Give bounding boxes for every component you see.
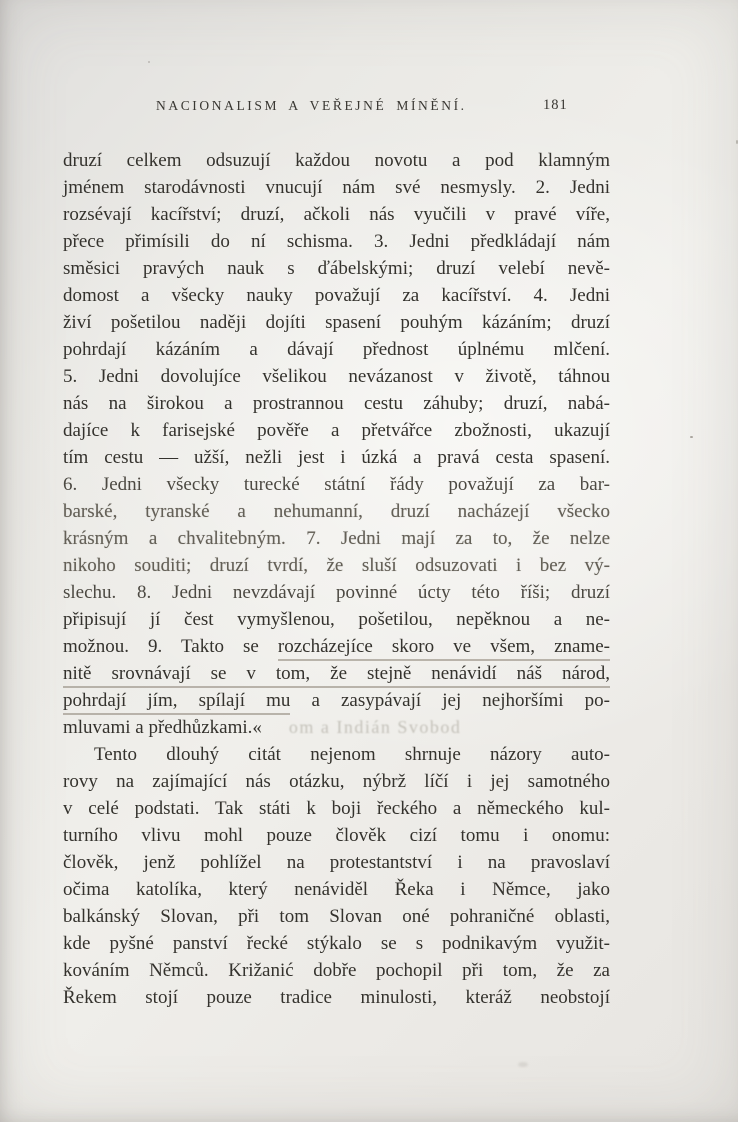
text-line: 5. Jedni dovolujíce všelikou nevázanost v životě, táhnou — [63, 366, 610, 387]
text-segment: a zasypávají jej nejhoršími po- — [290, 690, 610, 711]
paper-speck — [690, 436, 693, 438]
text-segment: možnou. 9. Takto se — [63, 636, 278, 657]
text-line: krásným a chvalitebným. 7. Jedni mají za to, že nelze — [63, 528, 610, 549]
text-line: nikoho souditi; druzí tvrdí, že sluší odsuzovati i bez vý- — [63, 555, 610, 576]
text-line: slechu. 8. Jedni nevzdávají povinné úcty této říši; druzí — [63, 582, 610, 603]
running-header — [0, 98, 738, 118]
pencil-underlined-text: pohrdají jím, spílají mu — [63, 690, 290, 715]
text-line: barské, tyranské a nehumanní, druzí nacházejí všecko — [63, 501, 610, 522]
paper-speck — [148, 61, 150, 63]
text-line-paragraph-start: Tento dlouhý citát nejenom shrnuje názory auto- — [94, 744, 610, 765]
text-line: balkánský Slovan, při tom Slovan oné pohraničné oblasti, — [63, 906, 610, 927]
text-line: živí pošetilou naději dojíti spasení pouhým kázáním; druzí — [63, 312, 610, 333]
paper-smudge — [518, 1062, 528, 1067]
pencil-underlined-text: nitě srovnávají se v tom, že stejně nenávidí náš národ, — [63, 663, 610, 688]
text-line — [63, 714, 610, 741]
text-line: kde pyšné panství řecké stýkalo se s podnikavým využit- — [63, 933, 610, 954]
text-line: dajíce k farisejské pověře a přetvářce zbožnosti, ukazují — [63, 420, 610, 441]
text-line: nás na širokou a prostrannou cestu záhuby; druzí, nabá- — [63, 393, 610, 414]
text-line: 6. Jedni všecky turecké státní řády považují za bar- — [63, 474, 610, 495]
text-line: kováním Němců. Križanić dobře pochopil při tom, že za — [63, 960, 610, 981]
text-line: Řekem stojí pouze tradice minulosti, kteráž neobstojí — [63, 987, 610, 1008]
text-line: připisují jí čest vymyšlenou, pošetilou, nepěknou a ne- — [63, 609, 610, 630]
text-line: jménem starodávnosti vnucují nám své nesmysly. 2. Jedni — [63, 177, 610, 198]
text-line: rovy na zajímající nás otázku, nýbrž líčí i jej samotného — [63, 771, 610, 792]
running-header-title: NACIONALISM A VEŘEJNÉ MÍNĚNÍ. — [156, 98, 467, 113]
text-line: člověk, jenž pohlížel na protestantství i na pravoslaví — [63, 852, 610, 873]
text-line-underlined — [63, 633, 610, 660]
text-line: očima katolíka, který nenáviděl Řeka i Němce, jako — [63, 879, 610, 900]
text-line: směsici pravých nauk s ďábelskými; druzí velebí nevě- — [63, 258, 610, 279]
bleed-through-text: om a Indián Svobod — [288, 717, 462, 737]
text-line-underlined — [63, 660, 610, 687]
text-line: turního vlivu mohl pouze člověk cizí tomu i onomu: — [63, 825, 610, 846]
text-line: tím cestu — užší, nežli jest i úzká a pravá cesta spasení. — [63, 447, 610, 468]
text-line: druzí celkem odsuzují každou novotu a pod klamným — [63, 150, 610, 171]
text-line: domost a všecky nauky považují za kacířství. 4. Jedni — [63, 285, 610, 306]
page-text-block — [63, 147, 610, 1011]
text-line: v celé podstati. Tak státi k boji řeckého a německého kul- — [63, 798, 610, 819]
pencil-underlined-text: rozcházejíce skoro ve všem, zname- — [278, 636, 610, 661]
text-line: pohrdají kázáním a dávají přednost úplnému mlčení. — [63, 339, 610, 360]
text-line-underlined — [63, 687, 610, 714]
text-line: přece přimísili do ní schisma. 3. Jedni předkládají nám — [63, 231, 610, 252]
text-line: rozsévají kacířství; druzí, ačkoli nás vyučili v pravé víře, — [63, 204, 610, 225]
page-number: 181 — [543, 97, 568, 113]
text-segment: mluvami a předhůzkami.« — [63, 717, 262, 738]
